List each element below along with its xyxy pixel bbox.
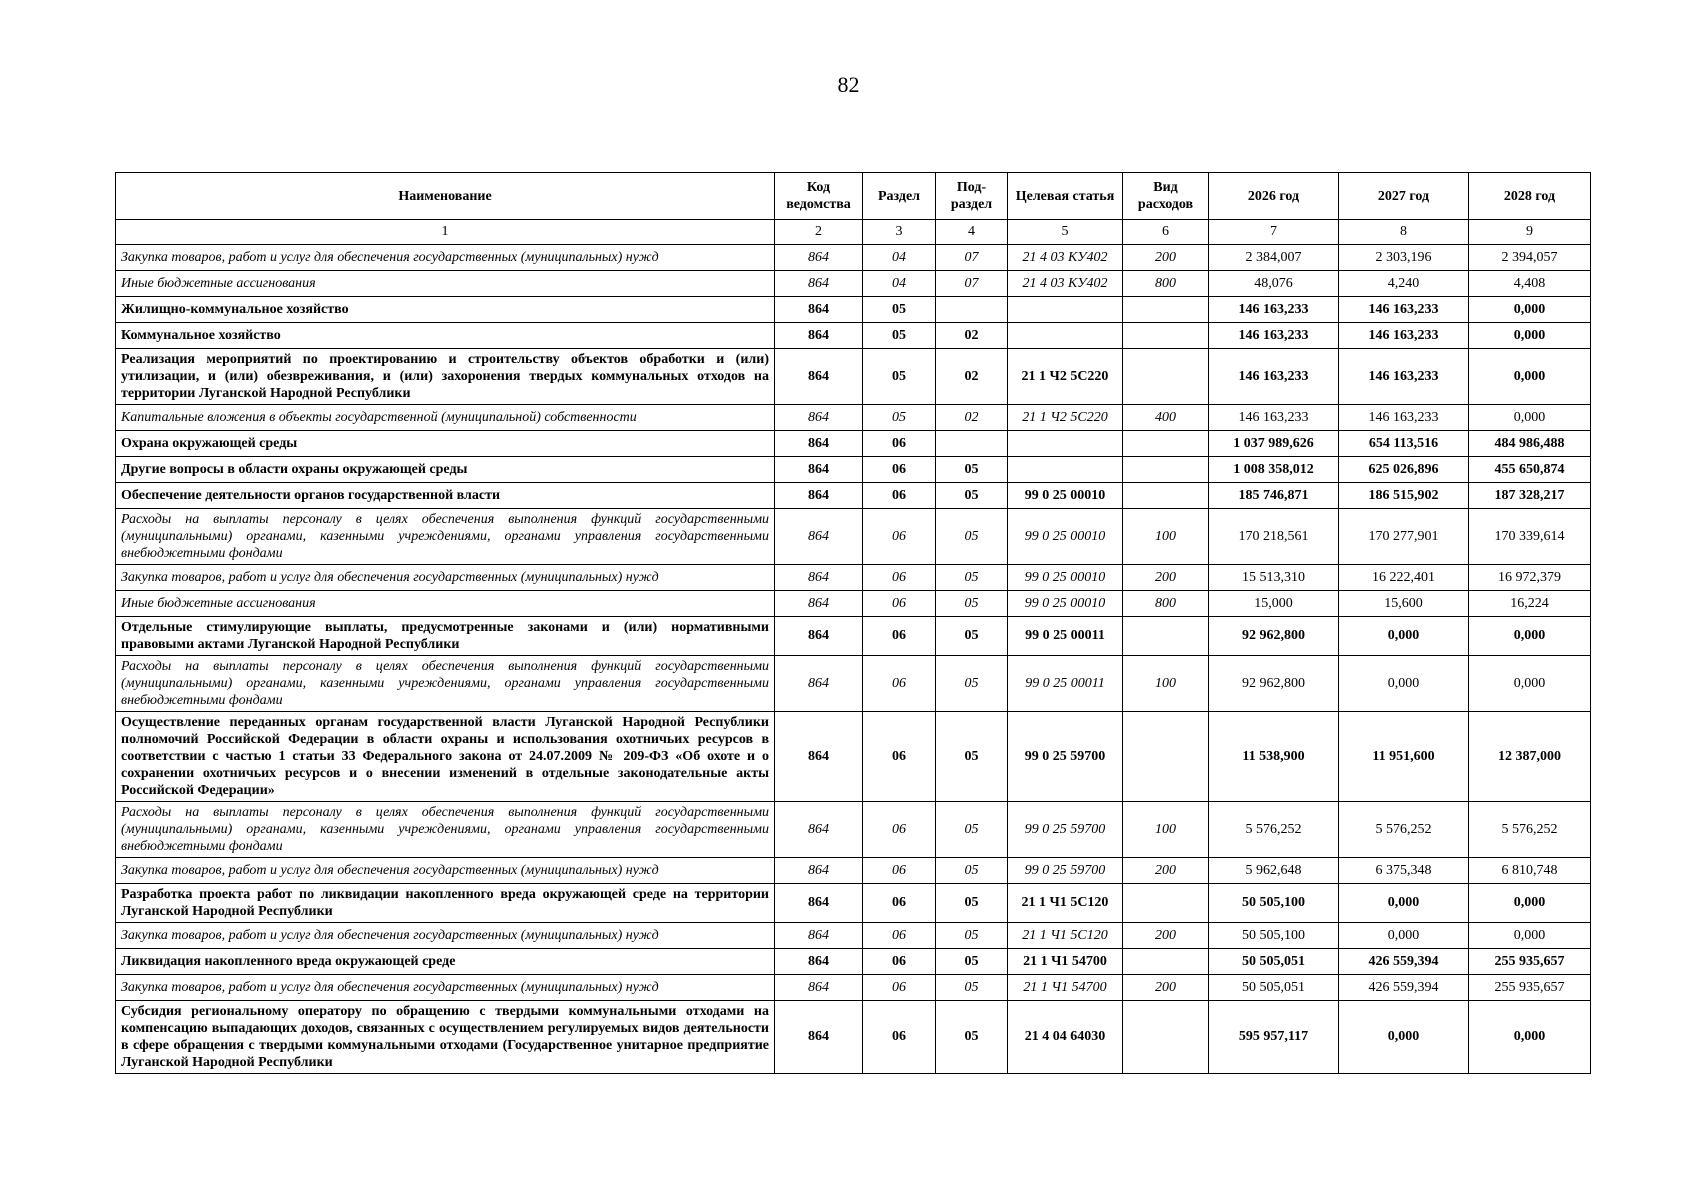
section-cell: 06 xyxy=(863,565,936,591)
target-article-cell: 99 0 25 00011 xyxy=(1008,617,1123,656)
amount-2026-cell: 146 163,233 xyxy=(1209,297,1339,323)
table-row xyxy=(116,884,1591,923)
amount-2028-cell: 16,224 xyxy=(1469,591,1591,617)
amount-2026-cell: 15,000 xyxy=(1209,591,1339,617)
header-row xyxy=(116,173,1591,220)
target-article-cell: 21 4 03 КУ402 xyxy=(1008,271,1123,297)
amount-2026-cell: 92 962,800 xyxy=(1209,656,1339,712)
amount-2028-cell: 170 339,614 xyxy=(1469,509,1591,565)
target-article-cell: 99 0 25 00010 xyxy=(1008,565,1123,591)
amount-2026-cell: 146 163,233 xyxy=(1209,349,1339,405)
amount-2028-cell: 0,000 xyxy=(1469,1001,1591,1074)
expense-type-cell xyxy=(1123,431,1209,457)
target-article-cell xyxy=(1008,457,1123,483)
section-cell: 05 xyxy=(863,297,936,323)
amount-2026-cell: 50 505,100 xyxy=(1209,884,1339,923)
department-code-cell: 864 xyxy=(775,975,863,1001)
expense-type-cell: 100 xyxy=(1123,802,1209,858)
department-code-cell: 864 xyxy=(775,949,863,975)
column-number-cell: 3 xyxy=(863,220,936,245)
table-row xyxy=(116,858,1591,884)
amount-2027-cell: 6 375,348 xyxy=(1339,858,1469,884)
header-cell: Целевая статья xyxy=(1008,173,1123,220)
target-article-cell: 21 4 03 КУ402 xyxy=(1008,245,1123,271)
department-code-cell: 864 xyxy=(775,297,863,323)
amount-2026-cell: 170 218,561 xyxy=(1209,509,1339,565)
subsection-cell: 07 xyxy=(936,245,1008,271)
amount-2027-cell: 426 559,394 xyxy=(1339,975,1469,1001)
amount-2028-cell: 0,000 xyxy=(1469,297,1591,323)
amount-2026-cell: 146 163,233 xyxy=(1209,323,1339,349)
column-number-cell: 6 xyxy=(1123,220,1209,245)
target-article-cell: 99 0 25 00010 xyxy=(1008,483,1123,509)
item-name-cell: Отдельные стимулирующие выплаты, предусмотренные законами и (или) нормативными правовыми актами Луганской Народной Республики xyxy=(116,617,775,656)
target-article-cell: 21 1 Ч2 5С220 xyxy=(1008,405,1123,431)
table-row xyxy=(116,271,1591,297)
department-code-cell: 864 xyxy=(775,483,863,509)
table-row xyxy=(116,431,1591,457)
table-row xyxy=(116,483,1591,509)
table-row xyxy=(116,923,1591,949)
section-cell: 06 xyxy=(863,949,936,975)
subsection-cell: 05 xyxy=(936,617,1008,656)
amount-2028-cell: 0,000 xyxy=(1469,923,1591,949)
target-article-cell xyxy=(1008,431,1123,457)
column-number-cell: 5 xyxy=(1008,220,1123,245)
amount-2027-cell: 2 303,196 xyxy=(1339,245,1469,271)
target-article-cell xyxy=(1008,297,1123,323)
item-name-cell: Закупка товаров, работ и услуг для обеспечения государственных (муниципальных) нужд xyxy=(116,858,775,884)
table-row xyxy=(116,509,1591,565)
subsection-cell: 05 xyxy=(936,1001,1008,1074)
item-name-cell: Жилищно-коммунальное хозяйство xyxy=(116,297,775,323)
amount-2028-cell: 255 935,657 xyxy=(1469,949,1591,975)
item-name-cell: Обеспечение деятельности органов государственной власти xyxy=(116,483,775,509)
amount-2026-cell: 50 505,051 xyxy=(1209,975,1339,1001)
table-row xyxy=(116,617,1591,656)
amount-2028-cell: 187 328,217 xyxy=(1469,483,1591,509)
amount-2027-cell: 186 515,902 xyxy=(1339,483,1469,509)
expense-type-cell xyxy=(1123,884,1209,923)
target-article-cell: 21 1 Ч1 5С120 xyxy=(1008,884,1123,923)
section-cell: 06 xyxy=(863,509,936,565)
header-cell: Наименование xyxy=(116,173,775,220)
header-cell: Вид расходов xyxy=(1123,173,1209,220)
item-name-cell: Разработка проекта работ по ликвидации накопленного вреда окружающей среде на территории Луганской Народной Республики xyxy=(116,884,775,923)
expense-type-cell: 200 xyxy=(1123,858,1209,884)
expense-type-cell xyxy=(1123,323,1209,349)
amount-2027-cell: 0,000 xyxy=(1339,656,1469,712)
department-code-cell: 864 xyxy=(775,405,863,431)
subsection-cell: 05 xyxy=(936,884,1008,923)
header-cell: 2027 год xyxy=(1339,173,1469,220)
target-article-cell: 21 1 Ч1 54700 xyxy=(1008,949,1123,975)
expense-type-cell xyxy=(1123,712,1209,802)
table-row xyxy=(116,565,1591,591)
target-article-cell: 99 0 25 00010 xyxy=(1008,509,1123,565)
table-row xyxy=(116,591,1591,617)
subsection-cell: 05 xyxy=(936,949,1008,975)
expense-type-cell: 100 xyxy=(1123,656,1209,712)
section-cell: 05 xyxy=(863,349,936,405)
subsection-cell: 02 xyxy=(936,405,1008,431)
subsection-cell: 05 xyxy=(936,509,1008,565)
amount-2028-cell: 0,000 xyxy=(1469,617,1591,656)
amount-2026-cell: 1 008 358,012 xyxy=(1209,457,1339,483)
amount-2026-cell: 595 957,117 xyxy=(1209,1001,1339,1074)
amount-2027-cell: 0,000 xyxy=(1339,617,1469,656)
target-article-cell: 21 4 04 64030 xyxy=(1008,1001,1123,1074)
amount-2028-cell: 255 935,657 xyxy=(1469,975,1591,1001)
section-cell: 06 xyxy=(863,884,936,923)
subsection-cell: 02 xyxy=(936,323,1008,349)
subsection-cell: 05 xyxy=(936,565,1008,591)
subsection-cell: 05 xyxy=(936,483,1008,509)
amount-2026-cell: 92 962,800 xyxy=(1209,617,1339,656)
amount-2027-cell: 11 951,600 xyxy=(1339,712,1469,802)
item-name-cell: Закупка товаров, работ и услуг для обеспечения государственных (муниципальных) нужд xyxy=(116,245,775,271)
expense-type-cell: 200 xyxy=(1123,245,1209,271)
amount-2028-cell: 6 810,748 xyxy=(1469,858,1591,884)
expense-type-cell: 200 xyxy=(1123,975,1209,1001)
subsection-cell xyxy=(936,297,1008,323)
expense-type-cell xyxy=(1123,297,1209,323)
department-code-cell: 864 xyxy=(775,858,863,884)
expense-type-cell: 200 xyxy=(1123,565,1209,591)
target-article-cell: 99 0 25 00011 xyxy=(1008,656,1123,712)
section-cell: 06 xyxy=(863,483,936,509)
department-code-cell: 864 xyxy=(775,271,863,297)
header-cell: Раздел xyxy=(863,173,936,220)
table-row xyxy=(116,656,1591,712)
item-name-cell: Расходы на выплаты персоналу в целях обеспечения выполнения функций государственными (муниципальными) органами, казенными учреждениями, органами управления государственными внебюджетными фондами xyxy=(116,802,775,858)
item-name-cell: Закупка товаров, работ и услуг для обеспечения государственных (муниципальных) нужд xyxy=(116,565,775,591)
column-number-cell: 1 xyxy=(116,220,775,245)
expense-type-cell xyxy=(1123,1001,1209,1074)
expense-type-cell: 400 xyxy=(1123,405,1209,431)
amount-2027-cell: 4,240 xyxy=(1339,271,1469,297)
target-article-cell: 21 1 Ч2 5С220 xyxy=(1008,349,1123,405)
section-cell: 05 xyxy=(863,405,936,431)
section-cell: 06 xyxy=(863,975,936,1001)
target-article-cell: 99 0 25 00010 xyxy=(1008,591,1123,617)
subsection-cell: 05 xyxy=(936,858,1008,884)
item-name-cell: Охрана окружающей среды xyxy=(116,431,775,457)
department-code-cell: 864 xyxy=(775,712,863,802)
amount-2028-cell: 0,000 xyxy=(1469,349,1591,405)
item-name-cell: Капитальные вложения в объекты государственной (муниципальной) собственности xyxy=(116,405,775,431)
table-row xyxy=(116,975,1591,1001)
section-cell: 06 xyxy=(863,431,936,457)
amount-2027-cell: 146 163,233 xyxy=(1339,405,1469,431)
department-code-cell: 864 xyxy=(775,323,863,349)
section-cell: 06 xyxy=(863,617,936,656)
amount-2027-cell: 146 163,233 xyxy=(1339,297,1469,323)
item-name-cell: Расходы на выплаты персоналу в целях обеспечения выполнения функций государственными (муниципальными) органами, казенными учреждениями, органами управления государственными внебюджетными фондами xyxy=(116,656,775,712)
amount-2027-cell: 16 222,401 xyxy=(1339,565,1469,591)
column-number-row xyxy=(116,220,1591,245)
header-cell: Под-раздел xyxy=(936,173,1008,220)
target-article-cell: 99 0 25 59700 xyxy=(1008,802,1123,858)
amount-2027-cell: 0,000 xyxy=(1339,1001,1469,1074)
target-article-cell: 21 1 Ч1 5С120 xyxy=(1008,923,1123,949)
amount-2027-cell: 146 163,233 xyxy=(1339,323,1469,349)
item-name-cell: Коммунальное хозяйство xyxy=(116,323,775,349)
amount-2028-cell: 0,000 xyxy=(1469,884,1591,923)
item-name-cell: Иные бюджетные ассигнования xyxy=(116,271,775,297)
amount-2026-cell: 50 505,051 xyxy=(1209,949,1339,975)
column-number-cell: 8 xyxy=(1339,220,1469,245)
amount-2028-cell: 2 394,057 xyxy=(1469,245,1591,271)
table-row xyxy=(116,802,1591,858)
department-code-cell: 864 xyxy=(775,656,863,712)
amount-2027-cell: 170 277,901 xyxy=(1339,509,1469,565)
department-code-cell: 864 xyxy=(775,617,863,656)
table-row xyxy=(116,405,1591,431)
item-name-cell: Иные бюджетные ассигнования xyxy=(116,591,775,617)
table-row xyxy=(116,949,1591,975)
expense-type-cell xyxy=(1123,617,1209,656)
table-body xyxy=(116,245,1591,1074)
header-cell: 2028 год xyxy=(1469,173,1591,220)
target-article-cell: 99 0 25 59700 xyxy=(1008,712,1123,802)
section-cell: 06 xyxy=(863,656,936,712)
item-name-cell: Ликвидация накопленного вреда окружающей среде xyxy=(116,949,775,975)
amount-2027-cell: 426 559,394 xyxy=(1339,949,1469,975)
table-row xyxy=(116,349,1591,405)
subsection-cell: 05 xyxy=(936,591,1008,617)
subsection-cell: 02 xyxy=(936,349,1008,405)
subsection-cell: 05 xyxy=(936,923,1008,949)
section-cell: 06 xyxy=(863,457,936,483)
expense-type-cell: 800 xyxy=(1123,591,1209,617)
item-name-cell: Другие вопросы в области охраны окружающей среды xyxy=(116,457,775,483)
amount-2028-cell: 484 986,488 xyxy=(1469,431,1591,457)
column-number-cell: 2 xyxy=(775,220,863,245)
amount-2027-cell: 654 113,516 xyxy=(1339,431,1469,457)
budget-table xyxy=(115,172,1591,1074)
table-row xyxy=(116,297,1591,323)
amount-2028-cell: 0,000 xyxy=(1469,405,1591,431)
amount-2026-cell: 48,076 xyxy=(1209,271,1339,297)
page-number: 82 xyxy=(837,72,860,97)
subsection-cell: 05 xyxy=(936,802,1008,858)
table-row xyxy=(116,323,1591,349)
amount-2026-cell: 2 384,007 xyxy=(1209,245,1339,271)
table-row xyxy=(116,1001,1591,1074)
column-number-cell: 9 xyxy=(1469,220,1591,245)
subsection-cell: 05 xyxy=(936,975,1008,1001)
item-name-cell: Осуществление переданных органам государственной власти Луганской Народной Республики полномочий Российской Федерации в области охраны и использования охотничьих ресурсов в соответствии с частью 1 статьи 33 Федерального закона от 24.07.2009 № 209-ФЗ «Об охоте и о сохранении охотничьих ресурсов и о внесении изменений в отдельные законодательные акты Российской Федерации» xyxy=(116,712,775,802)
section-cell: 04 xyxy=(863,271,936,297)
amount-2026-cell: 146 163,233 xyxy=(1209,405,1339,431)
subsection-cell: 05 xyxy=(936,656,1008,712)
department-code-cell: 864 xyxy=(775,457,863,483)
header-cell: 2026 год xyxy=(1209,173,1339,220)
department-code-cell: 864 xyxy=(775,884,863,923)
expense-type-cell xyxy=(1123,483,1209,509)
department-code-cell: 864 xyxy=(775,349,863,405)
subsection-cell: 05 xyxy=(936,712,1008,802)
subsection-cell: 07 xyxy=(936,271,1008,297)
department-code-cell: 864 xyxy=(775,802,863,858)
expense-type-cell: 800 xyxy=(1123,271,1209,297)
section-cell: 06 xyxy=(863,1001,936,1074)
section-cell: 06 xyxy=(863,802,936,858)
amount-2028-cell: 0,000 xyxy=(1469,656,1591,712)
amount-2027-cell: 0,000 xyxy=(1339,884,1469,923)
section-cell: 06 xyxy=(863,591,936,617)
department-code-cell: 864 xyxy=(775,431,863,457)
amount-2027-cell: 146 163,233 xyxy=(1339,349,1469,405)
subsection-cell xyxy=(936,431,1008,457)
column-number-cell: 4 xyxy=(936,220,1008,245)
item-name-cell: Закупка товаров, работ и услуг для обеспечения государственных (муниципальных) нужд xyxy=(116,975,775,1001)
amount-2026-cell: 5 576,252 xyxy=(1209,802,1339,858)
expense-type-cell xyxy=(1123,457,1209,483)
amount-2027-cell: 0,000 xyxy=(1339,923,1469,949)
amount-2026-cell: 15 513,310 xyxy=(1209,565,1339,591)
header-cell: Код ведомства xyxy=(775,173,863,220)
amount-2026-cell: 1 037 989,626 xyxy=(1209,431,1339,457)
target-article-cell: 21 1 Ч1 54700 xyxy=(1008,975,1123,1001)
section-cell: 06 xyxy=(863,858,936,884)
item-name-cell: Субсидия региональному оператору по обращению с твердыми коммунальными отходами на компенсацию выпадающих доходов, связанных с осуществлением регулируемых видов деятельности в сфере обращения с твердыми коммунальными отходами (Государственное унитарное предприятие Луганской Народной Республики xyxy=(116,1001,775,1074)
amount-2028-cell: 5 576,252 xyxy=(1469,802,1591,858)
item-name-cell: Закупка товаров, работ и услуг для обеспечения государственных (муниципальных) нужд xyxy=(116,923,775,949)
expense-type-cell xyxy=(1123,349,1209,405)
amount-2028-cell: 12 387,000 xyxy=(1469,712,1591,802)
column-number-cell: 7 xyxy=(1209,220,1339,245)
department-code-cell: 864 xyxy=(775,509,863,565)
table-row xyxy=(116,245,1591,271)
department-code-cell: 864 xyxy=(775,245,863,271)
department-code-cell: 864 xyxy=(775,1001,863,1074)
section-cell: 05 xyxy=(863,323,936,349)
amount-2026-cell: 11 538,900 xyxy=(1209,712,1339,802)
table-row xyxy=(116,457,1591,483)
department-code-cell: 864 xyxy=(775,923,863,949)
target-article-cell: 99 0 25 59700 xyxy=(1008,858,1123,884)
amount-2027-cell: 625 026,896 xyxy=(1339,457,1469,483)
amount-2026-cell: 5 962,648 xyxy=(1209,858,1339,884)
department-code-cell: 864 xyxy=(775,565,863,591)
expense-type-cell xyxy=(1123,949,1209,975)
amount-2028-cell: 455 650,874 xyxy=(1469,457,1591,483)
amount-2026-cell: 185 746,871 xyxy=(1209,483,1339,509)
department-code-cell: 864 xyxy=(775,591,863,617)
target-article-cell xyxy=(1008,323,1123,349)
amount-2028-cell: 0,000 xyxy=(1469,323,1591,349)
subsection-cell: 05 xyxy=(936,457,1008,483)
section-cell: 04 xyxy=(863,245,936,271)
expense-type-cell: 200 xyxy=(1123,923,1209,949)
section-cell: 06 xyxy=(863,923,936,949)
amount-2027-cell: 5 576,252 xyxy=(1339,802,1469,858)
section-cell: 06 xyxy=(863,712,936,802)
amount-2026-cell: 50 505,100 xyxy=(1209,923,1339,949)
table-row xyxy=(116,712,1591,802)
amount-2028-cell: 4,408 xyxy=(1469,271,1591,297)
item-name-cell: Расходы на выплаты персоналу в целях обеспечения выполнения функций государственными (муниципальными) органами, казенными учреждениями, органами управления государственными внебюджетными фондами xyxy=(116,509,775,565)
item-name-cell: Реализация мероприятий по проектированию и строительству объектов обработки и (или) утилизации, и (или) обезвреживания, и (или) захоронения твердых коммунальных отходов на территории Луганской Народной Республики xyxy=(116,349,775,405)
amount-2027-cell: 15,600 xyxy=(1339,591,1469,617)
expense-type-cell: 100 xyxy=(1123,509,1209,565)
amount-2028-cell: 16 972,379 xyxy=(1469,565,1591,591)
